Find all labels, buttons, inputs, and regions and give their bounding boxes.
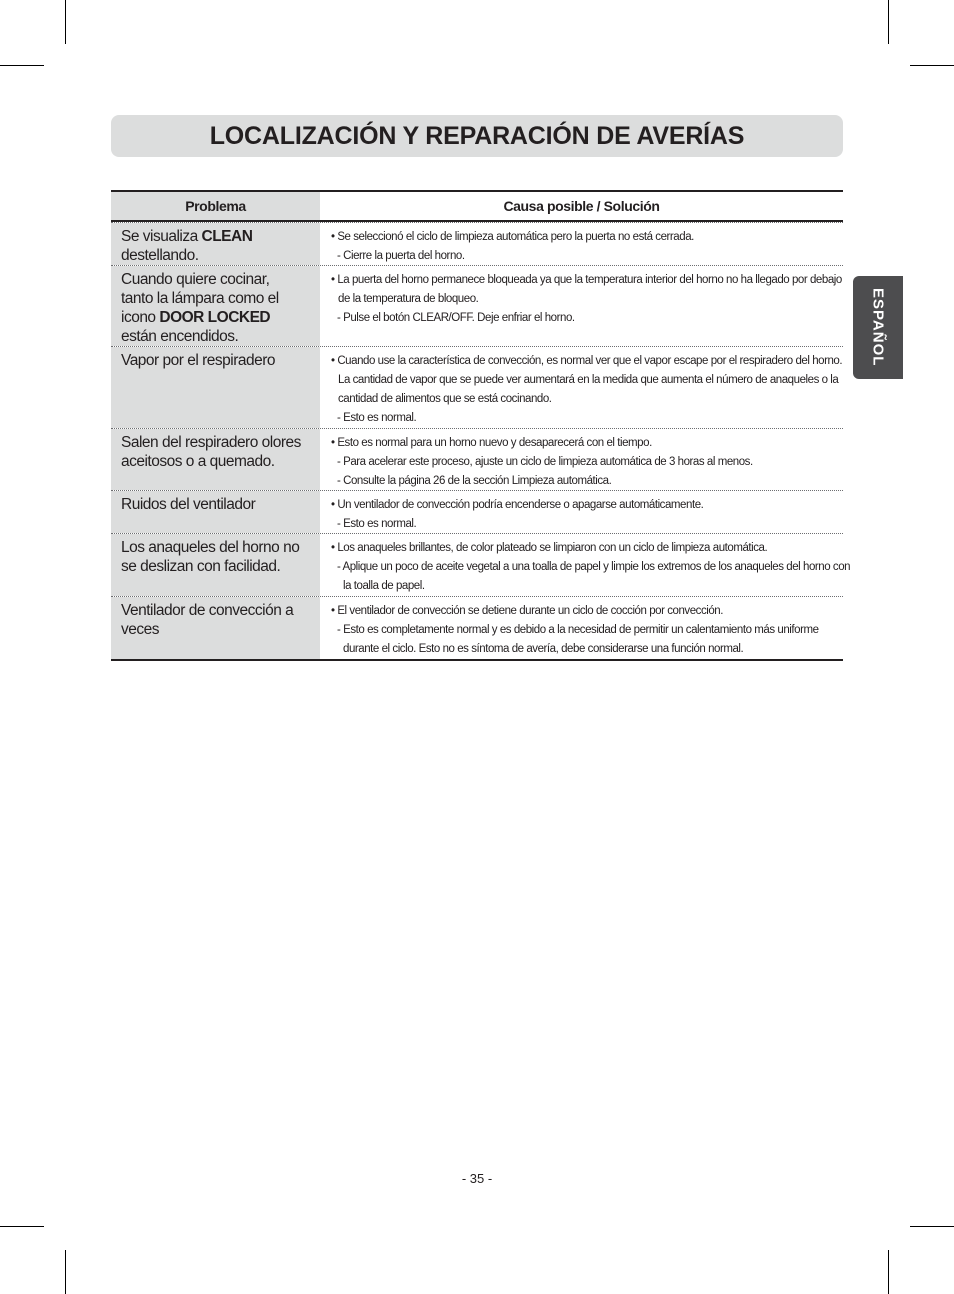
problem-cell: Los anaqueles del horno no se deslizan con facilidad. (111, 534, 320, 596)
crop-mark (0, 65, 44, 66)
table-row (111, 222, 843, 265)
crop-mark (0, 1226, 44, 1227)
solution-step: - Consulte la página 26 de la sección Limpieza automática. (337, 475, 612, 487)
solution-cell (320, 534, 851, 596)
solution-step: - Pulse el botón CLEAR/OFF. Deje enfriar el horno. (337, 312, 575, 324)
problem-cell: Ruidos del ventilador (111, 491, 320, 533)
table-row (111, 533, 851, 596)
problem-cell (111, 266, 320, 346)
solution-step: - Para acelerar este proceso, ajuste un ciclo de limpieza automática de 3 horas al menos. (337, 456, 753, 468)
language-tab (853, 276, 903, 379)
problem-cell (111, 223, 320, 265)
language-tab-label: ESPAÑOL (869, 288, 887, 367)
cause-text: • Cuando use la característica de convección, es normal ver que el vapor escape por el respiradero del horno. La cantidad de vapor que se puede ver aumentará en la medida que aumenta el número de anaqueles o la cantidad de alimentos que se está cocinando. (331, 355, 843, 405)
solution-cell (320, 491, 843, 533)
crop-mark (910, 1226, 954, 1227)
header-solution: Causa posible / Solución (503, 198, 660, 214)
crop-mark (910, 65, 954, 66)
cause-text: • Un ventilador de convección podría encenderse o apagarse automáticamente. (331, 499, 704, 511)
problem-cell: Ventilador de convección a veces (111, 597, 320, 659)
table-row (111, 265, 843, 346)
cause-text: • Esto es normal para un horno nuevo y desaparecerá con el tiempo. (331, 437, 652, 449)
solution-step: - Esto es normal. (337, 412, 417, 424)
solution-cell (320, 266, 843, 346)
table-header (111, 192, 843, 222)
crop-mark (888, 1250, 889, 1294)
problem-cell: Vapor por el respiradero (111, 347, 320, 428)
solution-step: - Esto es normal. (337, 518, 417, 530)
cause-text: • El ventilador de convección se detiene durante un ciclo de cocción por convección. (331, 605, 723, 617)
page-title: LOCALIZACIÓN Y REPARACIÓN DE AVERÍAS (209, 121, 745, 150)
problem-text: están encendidos. (121, 328, 239, 345)
crop-mark (888, 0, 889, 44)
solution-step: - Esto es completamente normal y es debido a la necesidad de permitir un calentamiento más uniforme durante el ciclo. Esto no es síntoma de avería, debe considerarse una función normal. (337, 624, 819, 655)
table-row (111, 490, 843, 533)
solution-cell (320, 347, 843, 428)
problem-cell: Salen del respiradero olores aceitosos o a quemado. (111, 429, 320, 490)
solution-step: - Aplique un poco de aceite vegetal a una toalla de papel y limpie los extremos de los anaqueles del horno con la toalla de papel. (337, 561, 851, 592)
crop-mark (65, 0, 66, 44)
table-row (111, 596, 843, 659)
table-row (111, 428, 843, 490)
solution-cell (320, 429, 843, 490)
title-bar (111, 115, 843, 157)
table-row (111, 346, 843, 428)
header-problem: Problema (111, 192, 320, 220)
troubleshooting-table (111, 190, 851, 661)
cause-text: • Se seleccionó el ciclo de limpieza automática pero la puerta no está cerrada. (331, 231, 694, 243)
page-number: - 35 - (461, 1171, 493, 1186)
solution-cell (320, 597, 843, 659)
problem-text: Se visualiza (121, 228, 202, 245)
solution-cell (320, 223, 843, 265)
problem-keyword: CLEAN (201, 228, 253, 245)
problem-text: destellando. (121, 247, 199, 264)
cause-text: • La puerta del horno permanece bloqueada ya que la temperatura interior del horno no ha llegado por debajo de la temperatura de bloqueo. (331, 274, 842, 305)
solution-step: - Cierre la puerta del horno. (337, 250, 465, 262)
problem-text: Cuando quiere cocinar, tanto la lámpara como el icono (121, 271, 279, 326)
crop-mark (65, 1250, 66, 1294)
cause-text: • Los anaqueles brillantes, de color plateado se limpiaron con un ciclo de limpieza automática. (331, 542, 768, 554)
problem-keyword: DOOR LOCKED (159, 309, 271, 326)
